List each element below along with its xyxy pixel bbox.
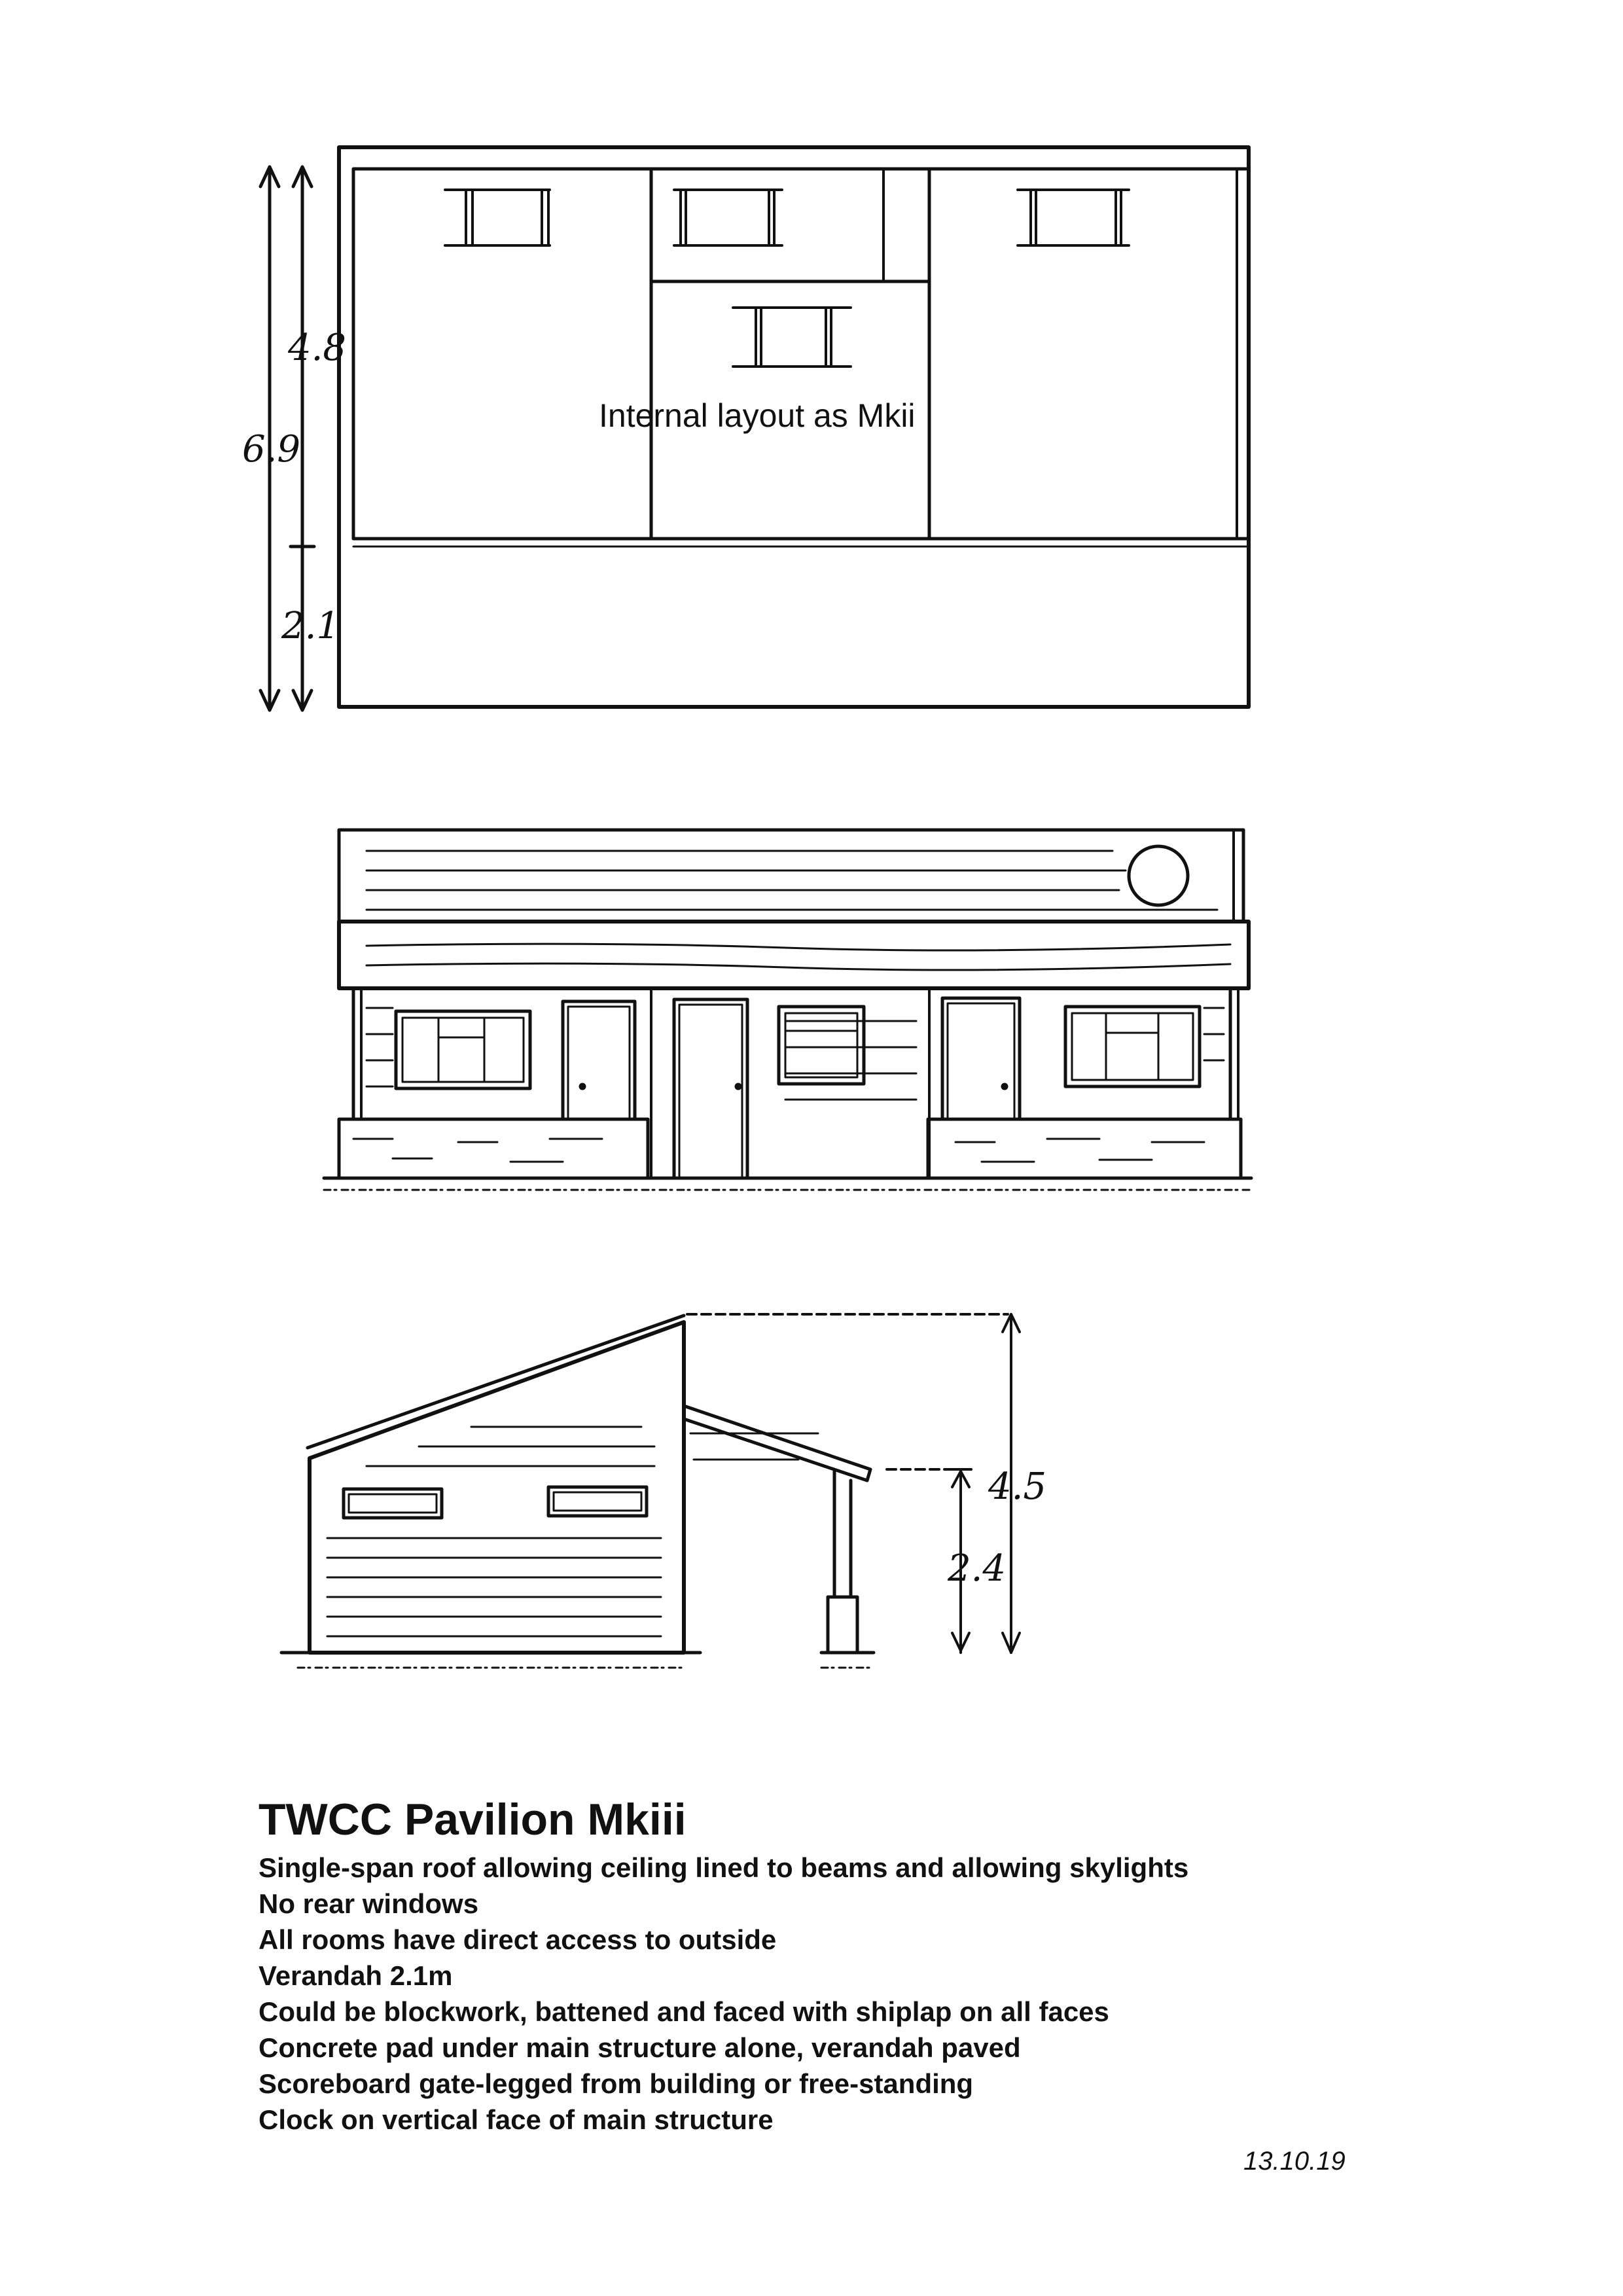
internal-layout-label: Internal layout as Mkii [599,397,916,434]
plinth-wall [339,1119,1241,1178]
shiplap-cladding [366,851,1230,1100]
ground-line [281,1653,874,1668]
title-block [259,1793,1502,2138]
note-item: Clock on vertical face of main structure [259,2104,774,2135]
note-item: Verandah 2.1m [259,1960,453,1991]
side-dimension-lines [687,1314,1020,1653]
note-item: No rear windows [259,1888,479,1919]
dimension-main-depth: 4.8 [288,327,347,369]
clock-icon [1129,846,1188,905]
dimension-verandah-depth: 2.1 [281,605,340,647]
skylight-icon [674,190,782,245]
drawing-title: TWCC Pavilion Mkiii [259,1795,687,1844]
front-elevation [324,830,1251,1190]
window-icon [1065,1007,1200,1086]
note-item: Concrete pad under main structure alone, verandah paved [259,2032,1021,2063]
dimension-verandah-height: 2.4 [948,1547,1007,1590]
note-item: All rooms have direct access to outside [259,1924,777,1955]
drawing-date: 13.10.19 [1243,2147,1346,2176]
skylight-icon [1018,190,1129,245]
note-item: Could be blockwork, battened and faced with shiplap on all faces [259,1996,1109,2027]
skylight-icon [733,308,851,367]
door-icon [563,1001,635,1119]
window-icon [779,1007,864,1084]
note-item: Single-span roof allowing ceiling lined to beams and allowing skylights [259,1852,1189,1883]
ground-line [324,1178,1251,1190]
dimension-total-depth: 6.9 [242,428,301,471]
skylight-icon [445,190,550,245]
door-icon [674,999,747,1178]
door-icon [942,998,1020,1119]
dimension-total-height: 4.5 [988,1465,1047,1508]
window-icon [396,1011,530,1088]
window-icon [344,1489,442,1518]
window-icon [548,1487,647,1516]
note-item: Scoreboard gate-legged from building or free-standing [259,2068,974,2099]
side-elevation [281,1314,1020,1668]
